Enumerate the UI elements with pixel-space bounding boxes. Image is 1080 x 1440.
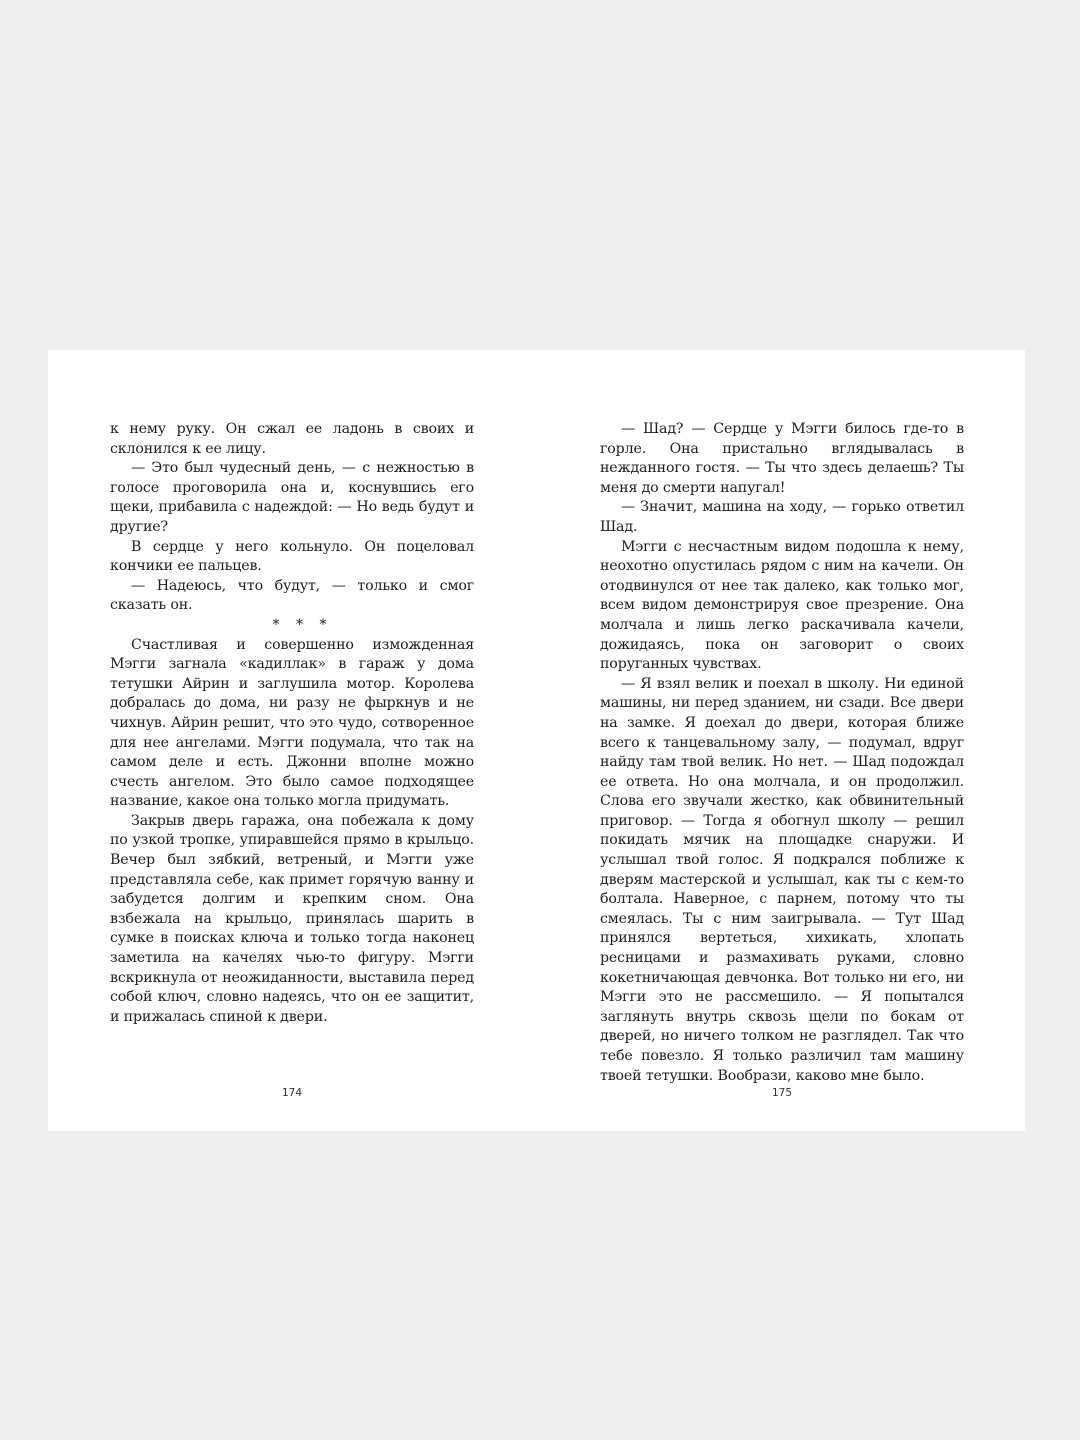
right-page <box>600 420 964 1086</box>
paragraph: — Надеюсь, что будут, — только и смог сказать он. <box>110 577 474 614</box>
page-number-right: 175 <box>771 1087 793 1099</box>
paragraph: В сердце у него кольнуло. Он поцеловал кончики ее пальцев. <box>110 538 474 575</box>
paragraph: — Я взял велик и поехал в школу. Ни единой машины, ни перед зданием, ни сзади. Все двери на замке. Я доехал до двери, которая ближе всего к танцевальному залу, — подумал, вдруг найду там твой велик. Но нет. — Шад подождал ее ответа. Но она молчала, и он продолжил. Слова его звучали жестко, как обвинительный приговор. — Тогда я обогнул школу — решил покидать мячик на площадке снаружи. И услышал твой голос. Я подкрался поближе к дверям мастерской и услышал, как ты с кем-то болтала. Наверное, с парнем, потому что ты смеялась. Ты с ним заигрывала. — Тут Шад принялся вертеться, хихикать, хлопать ресницами и размахивать руками, словно кокетничающая девчонка. Вот только ни его, ни Мэгги это не рассмешило. — Я попытался заглянуть внутрь сквозь щели по бокам от дверей, но ничего толком не разглядел. Так что тебе повезло. Я только различил там машину твоей тетушки. Вообрази, каково мне было. <box>600 675 964 1084</box>
paragraph: — Значит, машина на ходу, — горько ответил Шад. <box>600 499 964 535</box>
paragraph: к нему руку. Он сжал ее ладонь в своих и склонился к ее лицу. <box>110 421 474 457</box>
paragraph: Закрыв дверь гаража, она побежала к дому по узкой тропке, упиравшейся прямо в крыльцо. Вечер был зябкий, ветреный, и Мэгги уже представляла себе, как примет горячую ванну и забудется долгим и крепким сном. Она взбежала на крыльцо, принялась шарить в сумке в поисках ключа и только тогда наконец заметила на качелях чью-то фигуру. Мэгги вскрикнула от неожиданности, выставила перед собой ключ, словно надеясь, что он ее защитит, и прижалась спиной к двери. <box>110 812 474 1025</box>
paragraph: — Это был чудесный день, — с нежностью в голосе проговорила она и, коснувшись его щеки, прибавила с надеждой: — Но ведь будут и другие? <box>110 460 474 535</box>
paragraph: Счастливая и совершенно изможденная Мэгги загнала «кадиллак» в гараж у дома тетушки Айрин и заглушила мотор. Королева добралась до дома, ни разу не фыркнув и не чихнув. Айрин решит, что это чудо, сотворенное для нее ангелами. Мэгги подумала, что так на самом деле и есть. Джонни вполне можно счесть ангелом. Это было самое подходящее название, какое она только могла придумать. <box>110 636 474 810</box>
paragraph: — Шад? — Сердце у Мэгги билось где-то в горле. Она пристально вглядывалась в нежданного гостя. — Ты что здесь делаешь? Ты меня до смерти напугал! <box>600 421 964 496</box>
paragraph: Мэгги с несчастным видом подошла к нему, неохотно опустилась рядом с ним на качели. Он отодвинулся от нее так далеко, как только мог, всем видом демонстрируя свое презрение. Она молчала и лишь легко раскачивала качели, дожидаясь, пока он заговорит о своих поруганных чувствах. <box>600 538 964 673</box>
book-spread <box>48 350 1025 1131</box>
page-number-left: 174 <box>281 1087 303 1099</box>
section-separator: * * * <box>272 616 333 633</box>
left-page <box>110 420 474 1027</box>
